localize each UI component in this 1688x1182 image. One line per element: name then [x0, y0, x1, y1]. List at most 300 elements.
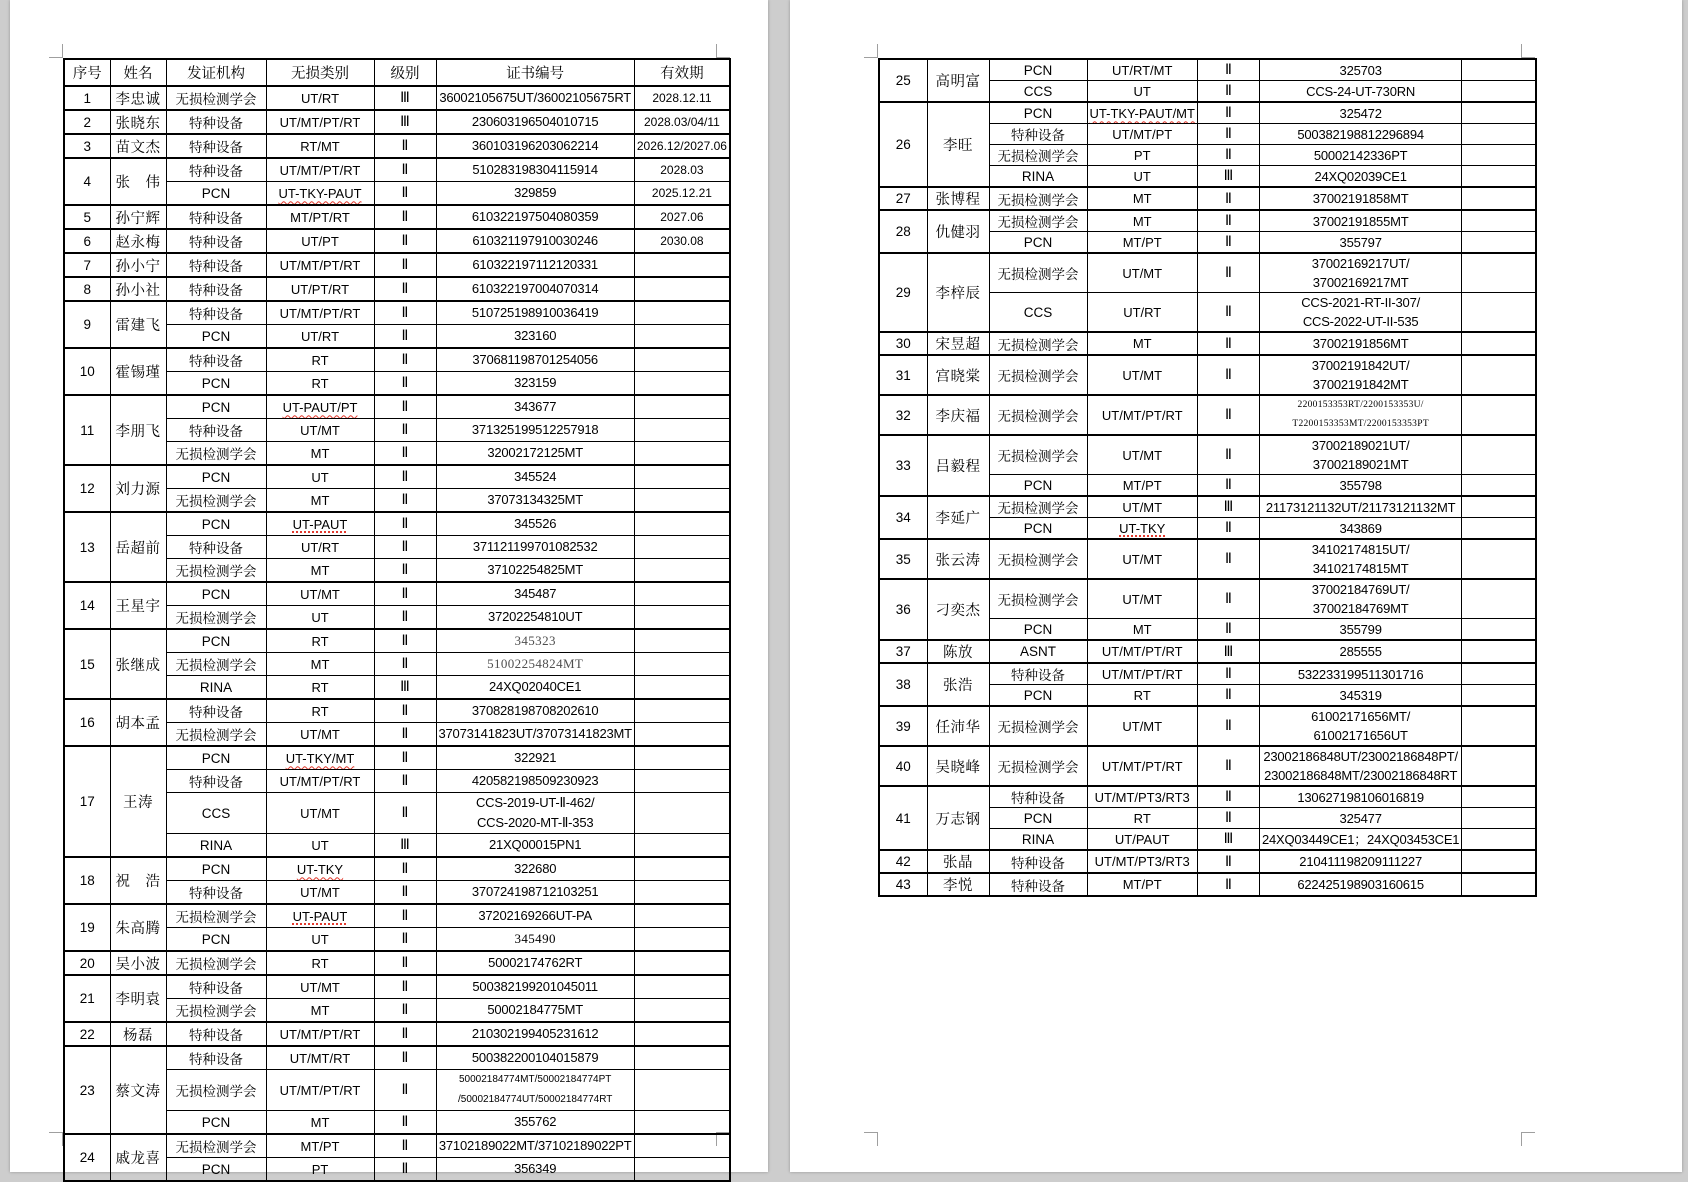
ndt-category-text: UT/MT	[1122, 499, 1163, 515]
cell-cert	[436, 699, 634, 723]
cell-agency: PCN	[989, 232, 1087, 254]
certificate-number: T2200153353MT/2200153353PT	[1292, 419, 1429, 429]
cell-valid	[634, 489, 730, 513]
certificate-number: 50002174762RT	[488, 955, 583, 970]
certificate-number: 51002254824MT	[487, 656, 584, 671]
cell-seq: 25	[879, 59, 927, 102]
cell-valid	[1462, 786, 1536, 808]
cell-seq: 20	[64, 951, 110, 975]
cell-agency: 特种设备	[166, 419, 266, 442]
table-row	[879, 102, 1536, 124]
cell-seq: 22	[64, 1022, 110, 1046]
cell-valid	[634, 1158, 730, 1182]
cell-level: Ⅱ	[374, 559, 436, 583]
cell-level: Ⅱ	[1197, 59, 1259, 81]
ndt-category-text: RT/MT	[300, 138, 340, 154]
cell-level: Ⅱ	[374, 1134, 436, 1158]
cell-cert	[1259, 253, 1461, 293]
cell-cert	[436, 229, 634, 253]
cell-level: Ⅱ	[374, 951, 436, 975]
cell-cert	[436, 629, 634, 653]
cell-seq: 38	[879, 663, 927, 706]
cell-cert	[1259, 640, 1461, 663]
certificate-number: 610322197112120331	[472, 257, 598, 272]
cell-cert	[436, 1046, 634, 1070]
cell-agency: PCN	[989, 475, 1087, 497]
cell-agency: PCN	[989, 685, 1087, 707]
cell-name: 孙小宁	[110, 253, 166, 277]
cell-valid	[1462, 829, 1536, 851]
table-row	[879, 786, 1536, 808]
ndt-category-text: RT	[311, 955, 329, 971]
ndt-category-text: MT	[310, 656, 330, 672]
ndt-category-text: UT-TKY/MT	[285, 750, 355, 766]
cell-name: 万志钢	[927, 786, 989, 850]
cell-seq: 14	[64, 582, 110, 629]
cell-valid	[634, 325, 730, 349]
cell-level: Ⅲ	[374, 676, 436, 700]
certificate-number: /50002184774UT/50002184774RT	[457, 1094, 613, 1105]
cell-level: Ⅱ	[374, 1022, 436, 1046]
cell-agency: 无损检测学会	[166, 606, 266, 630]
cell-name: 张 伟	[110, 158, 166, 205]
cell-level: Ⅱ	[1197, 355, 1259, 395]
cell-category	[266, 536, 374, 559]
ndt-category-text: UT/MT/PT/RT	[1101, 407, 1183, 423]
cell-level: Ⅱ	[1197, 124, 1259, 145]
cell-category	[266, 465, 374, 489]
cell-category	[266, 1070, 374, 1111]
cell-category	[266, 1111, 374, 1135]
column-header-4: 级别	[374, 59, 436, 86]
cell-agency: PCN	[166, 1158, 266, 1182]
cell-seq: 27	[879, 187, 927, 210]
cell-name: 陈放	[927, 640, 989, 663]
cell-cert	[1259, 518, 1461, 540]
cell-valid	[634, 559, 730, 583]
cell-category	[266, 372, 374, 396]
cell-cert	[1259, 808, 1461, 829]
cell-category	[266, 951, 374, 975]
cell-agency: 无损检测学会	[989, 145, 1087, 166]
cell-agency: CCS	[989, 81, 1087, 103]
cell-category	[1087, 786, 1197, 808]
cell-valid	[1462, 124, 1536, 145]
cell-valid	[1462, 518, 1536, 540]
certificate-number: 370828198708202610	[471, 703, 599, 718]
cell-seq: 9	[64, 301, 110, 348]
cell-agency: 特种设备	[989, 786, 1087, 808]
cell-valid	[634, 442, 730, 466]
cell-agency: RINA	[166, 834, 266, 858]
cell-level: Ⅱ	[1197, 102, 1259, 124]
cell-cert	[1259, 746, 1461, 786]
cell-category	[266, 1158, 374, 1182]
cell-valid	[634, 699, 730, 723]
certificate-number: 370681198701254056	[472, 352, 598, 367]
cell-level: Ⅱ	[1197, 873, 1259, 896]
cell-cert	[436, 723, 634, 747]
cell-valid	[634, 793, 730, 834]
cell-cert	[1259, 166, 1461, 188]
cell-name: 吴小波	[110, 951, 166, 975]
ndt-category-text: UT/MT	[1122, 367, 1163, 383]
certificate-number: 130627198106016819	[1297, 789, 1424, 805]
certificate-number: 37202254810UT	[488, 609, 583, 624]
cell-valid	[1462, 496, 1536, 518]
table-row	[879, 873, 1536, 896]
cell-agency: 无损检测学会	[989, 355, 1087, 395]
cell-name: 任沛华	[927, 706, 989, 746]
table-row	[64, 229, 730, 253]
cell-level: Ⅱ	[1197, 663, 1259, 685]
table-row	[64, 465, 730, 489]
cell-agency: PCN	[989, 808, 1087, 829]
cell-level: Ⅱ	[374, 1070, 436, 1111]
cell-cert	[1259, 663, 1461, 685]
cell-level: Ⅱ	[1197, 579, 1259, 619]
cell-seq: 36	[879, 579, 927, 640]
cell-cert	[1259, 850, 1461, 873]
cell-cert	[1259, 187, 1461, 210]
certificates-table-page2	[878, 58, 1537, 897]
cell-valid	[634, 770, 730, 793]
ndt-category-text: UT/MT/PT/RT	[1101, 644, 1183, 659]
ndt-category-text: RT	[311, 679, 329, 695]
cell-cert	[436, 325, 634, 349]
cell-agency: 无损检测学会	[166, 442, 266, 466]
cell-valid: 2030.08	[634, 229, 730, 253]
ndt-category-text: MT/PT	[1122, 877, 1162, 892]
cell-level: Ⅱ	[374, 182, 436, 206]
table-row	[879, 187, 1536, 210]
cell-seq: 37	[879, 640, 927, 663]
ndt-category-text: UT/MT	[300, 422, 340, 438]
cell-level: Ⅲ	[374, 110, 436, 134]
ndt-category-text: UT/MT/PT	[1112, 126, 1173, 142]
cell-valid	[1462, 873, 1536, 896]
certificate-number: 50002184775MT	[487, 1002, 584, 1017]
cell-cert	[1259, 210, 1461, 232]
cell-level: Ⅱ	[374, 419, 436, 442]
cell-seq: 34	[879, 496, 927, 539]
cell-valid	[1462, 579, 1536, 619]
certificate-number: 2200153353RT/2200153353U/	[1297, 400, 1424, 410]
cell-name: 张浩	[927, 663, 989, 706]
cell-valid	[1462, 81, 1536, 103]
cell-agency: 无损检测学会	[166, 489, 266, 513]
cell-category	[1087, 187, 1197, 210]
table-row	[64, 205, 730, 229]
cell-category	[266, 182, 374, 206]
cell-agency: 无损检测学会	[989, 706, 1087, 746]
cell-level: Ⅱ	[374, 606, 436, 630]
ndt-category-text: UT/RT	[300, 90, 340, 106]
ndt-category-text: MT	[1132, 213, 1152, 229]
cell-seq: 12	[64, 465, 110, 512]
cell-valid	[634, 277, 730, 301]
cell-agency: RINA	[989, 166, 1087, 188]
cell-valid	[634, 629, 730, 653]
ndt-category-text: UT/MT	[300, 979, 340, 995]
cell-level: Ⅱ	[374, 489, 436, 513]
cell-name: 胡本孟	[110, 699, 166, 746]
text-boundary-mark	[1521, 44, 1535, 58]
table-row	[64, 975, 730, 999]
text-boundary-mark	[864, 1132, 878, 1146]
cell-category	[266, 676, 374, 700]
cell-agency: 特种设备	[166, 229, 266, 253]
certificate-number: 420582198509230923	[471, 773, 599, 788]
cell-seq: 17	[64, 746, 110, 857]
certificate-number: 325477	[1339, 810, 1382, 826]
certificate-number: 356349	[514, 1161, 557, 1176]
ndt-category-text: RT	[311, 703, 329, 719]
cell-category	[1087, 355, 1197, 395]
certificate-number: 37002189021UT/	[1311, 438, 1410, 453]
cell-valid	[1462, 706, 1536, 746]
cell-level: Ⅱ	[374, 928, 436, 952]
cell-category	[266, 229, 374, 253]
table-row	[64, 348, 730, 372]
cell-category	[1087, 124, 1197, 145]
cell-cert	[436, 134, 634, 158]
cell-cert	[1259, 395, 1461, 435]
ndt-category-text: MT	[310, 1002, 330, 1018]
cell-category	[266, 348, 374, 372]
cell-valid	[1462, 395, 1536, 435]
ndt-category-text: UT	[1133, 83, 1151, 99]
cell-seq: 42	[879, 850, 927, 873]
cell-agency: 无损检测学会	[989, 746, 1087, 786]
ndt-category-text: UT/MT/PT/RT	[1101, 666, 1183, 682]
cell-agency: 无损检测学会	[989, 187, 1087, 210]
cell-agency: PCN	[166, 629, 266, 653]
table-row	[64, 857, 730, 881]
ndt-category-text: UT/MT/PT3/RT3	[1094, 789, 1190, 805]
cell-valid	[634, 975, 730, 999]
table-row	[64, 1022, 730, 1046]
certificate-number: 34102174815MT	[1312, 561, 1409, 576]
cell-category	[1087, 829, 1197, 851]
cell-level: Ⅱ	[374, 536, 436, 559]
cell-level: Ⅱ	[374, 277, 436, 301]
cell-category	[266, 205, 374, 229]
cell-agency: RINA	[989, 829, 1087, 851]
table-row	[879, 850, 1536, 873]
cell-agency: 特种设备	[166, 975, 266, 999]
certificate-number: 610322197504080359	[471, 209, 599, 224]
cell-level: Ⅱ	[1197, 808, 1259, 829]
cell-level: Ⅱ	[1197, 435, 1259, 475]
certificate-number: CCS-2020-MT-Ⅱ-353	[476, 815, 594, 830]
cell-cert	[436, 770, 634, 793]
certificate-number: 61002171656MT/	[1311, 709, 1411, 724]
cell-valid	[634, 676, 730, 700]
cell-agency: 无损检测学会	[989, 539, 1087, 579]
table-row	[64, 746, 730, 770]
ndt-category-text: UT/RT	[1123, 304, 1162, 320]
certificate-number: 24XQ02040CE1	[489, 679, 582, 694]
cell-agency: ASNT	[989, 640, 1087, 663]
certificate-number: 610322197004070314	[471, 281, 599, 296]
cell-cert	[1259, 579, 1461, 619]
cell-level: Ⅲ	[1197, 829, 1259, 851]
ndt-category-text: UT	[311, 469, 329, 485]
certificate-number: 285555	[1339, 644, 1382, 659]
cell-name: 杨磊	[110, 1022, 166, 1046]
cell-category	[266, 1022, 374, 1046]
ndt-category-text: UT/PT/RT	[290, 281, 350, 297]
cell-agency: PCN	[166, 465, 266, 489]
cell-cert	[1259, 293, 1461, 333]
cell-agency: 特种设备	[989, 873, 1087, 896]
cell-agency: PCN	[166, 857, 266, 881]
certificate-number: 510725198910036419	[471, 305, 599, 320]
cell-agency: PCN	[166, 1111, 266, 1135]
ndt-category-text: RT	[311, 352, 329, 368]
certificate-number: CCS-2022-UT-II-535	[1302, 314, 1419, 329]
certificate-number: 322921	[514, 750, 557, 765]
certificate-number: 37002191842UT/	[1311, 358, 1410, 373]
cell-seq: 30	[879, 332, 927, 355]
cell-category	[266, 419, 374, 442]
cell-level: Ⅱ	[374, 253, 436, 277]
cell-seq: 2	[64, 110, 110, 134]
cell-seq: 41	[879, 786, 927, 850]
cell-category	[266, 489, 374, 513]
ndt-category-text: UT/MT	[1122, 265, 1163, 281]
cell-cert	[1259, 873, 1461, 896]
ndt-category-text: UT/MT	[300, 805, 340, 821]
cell-cert	[436, 1070, 634, 1111]
cell-category	[1087, 496, 1197, 518]
cell-agency: RINA	[166, 676, 266, 700]
cell-category	[266, 606, 374, 630]
cell-name: 李忠诚	[110, 86, 166, 110]
cell-valid	[1462, 435, 1536, 475]
ndt-category-text: MT	[1132, 191, 1152, 206]
certificate-number: 37002184769UT/	[1311, 582, 1410, 597]
page-2	[790, 0, 1682, 1172]
certificate-number: 355798	[1339, 477, 1382, 493]
cell-level: Ⅱ	[1197, 518, 1259, 540]
cell-level: Ⅱ	[1197, 81, 1259, 103]
cell-seq: 11	[64, 395, 110, 465]
cell-agency: 无损检测学会	[166, 904, 266, 928]
cell-level: Ⅱ	[374, 512, 436, 536]
cell-agency: 无损检测学会	[166, 559, 266, 583]
certificate-number: 500382200104015879	[471, 1050, 599, 1065]
cell-level: Ⅱ	[374, 723, 436, 747]
certificate-number: 37073134325MT	[487, 492, 584, 507]
cell-valid: 2025.12.21	[634, 182, 730, 206]
cell-valid: 2028.03	[634, 158, 730, 182]
cell-agency: PCN	[989, 518, 1087, 540]
certificate-number: 622425198903160615	[1297, 877, 1424, 892]
cell-cert	[436, 536, 634, 559]
ndt-category-text: UT/MT/PT/RT	[279, 1026, 361, 1042]
cell-cert	[1259, 81, 1461, 103]
cell-cert	[1259, 145, 1461, 166]
cell-category	[266, 253, 374, 277]
cell-agency: PCN	[166, 746, 266, 770]
cell-category	[1087, 166, 1197, 188]
cell-seq: 18	[64, 857, 110, 904]
ndt-category-text: UT/MT	[1122, 551, 1163, 567]
cell-category	[1087, 873, 1197, 896]
cell-cert	[1259, 355, 1461, 395]
certificate-number: 371325199512257918	[471, 422, 599, 437]
cell-cert	[436, 1134, 634, 1158]
certificate-number: 37102254825MT	[487, 562, 584, 577]
cell-cert	[436, 348, 634, 372]
cell-level: Ⅱ	[1197, 145, 1259, 166]
table-row	[879, 253, 1536, 293]
cell-seq: 8	[64, 277, 110, 301]
cell-cert	[436, 465, 634, 489]
cell-category	[266, 653, 374, 676]
cell-category	[266, 158, 374, 182]
cell-valid	[634, 904, 730, 928]
ndt-category-text: MT/PT	[1122, 234, 1162, 250]
cell-agency: 特种设备	[166, 770, 266, 793]
cell-cert	[1259, 829, 1461, 851]
cell-valid	[634, 999, 730, 1023]
certificate-number: 610321197910030246	[472, 233, 598, 248]
cell-agency: PCN	[989, 102, 1087, 124]
ndt-category-text: UT/MT/PT/RT	[1101, 758, 1183, 774]
cell-valid	[1462, 332, 1536, 355]
cell-valid	[634, 582, 730, 606]
table-row	[64, 1046, 730, 1070]
certificate-number: 37002169217MT	[1312, 275, 1409, 290]
cell-level: Ⅱ	[1197, 706, 1259, 746]
cell-cert	[436, 86, 634, 110]
column-header-1: 姓名	[110, 59, 166, 86]
certificate-number: 23002186848UT/23002186848PT/	[1263, 749, 1458, 764]
page-1	[10, 0, 768, 1177]
cell-level: Ⅱ	[374, 999, 436, 1023]
table-row	[64, 301, 730, 325]
cell-agency: 无损检测学会	[989, 332, 1087, 355]
cell-valid	[634, 951, 730, 975]
cell-cert	[436, 158, 634, 182]
cell-cert	[1259, 619, 1461, 641]
cell-category	[1087, 232, 1197, 254]
cell-category	[1087, 579, 1197, 619]
cell-cert	[1259, 332, 1461, 355]
cell-cert	[436, 746, 634, 770]
certificate-number: 325703	[1339, 62, 1382, 78]
certificate-number: 210302199405231612	[471, 1026, 599, 1041]
cell-category	[1087, 685, 1197, 707]
cell-seq: 32	[879, 395, 927, 435]
cell-name: 李庆福	[927, 395, 989, 435]
cell-level: Ⅱ	[374, 582, 436, 606]
cell-level: Ⅱ	[1197, 232, 1259, 254]
cell-agency: PCN	[166, 182, 266, 206]
cell-level: Ⅱ	[374, 975, 436, 999]
cell-agency: 无损检测学会	[166, 86, 266, 110]
cell-agency: 无损检测学会	[989, 253, 1087, 293]
cell-agency: 特种设备	[989, 663, 1087, 685]
cell-level: Ⅲ	[1197, 166, 1259, 188]
cell-cert	[1259, 685, 1461, 707]
cell-category	[266, 301, 374, 325]
certificates-table-page1	[63, 58, 731, 1182]
cell-seq: 28	[879, 210, 927, 253]
